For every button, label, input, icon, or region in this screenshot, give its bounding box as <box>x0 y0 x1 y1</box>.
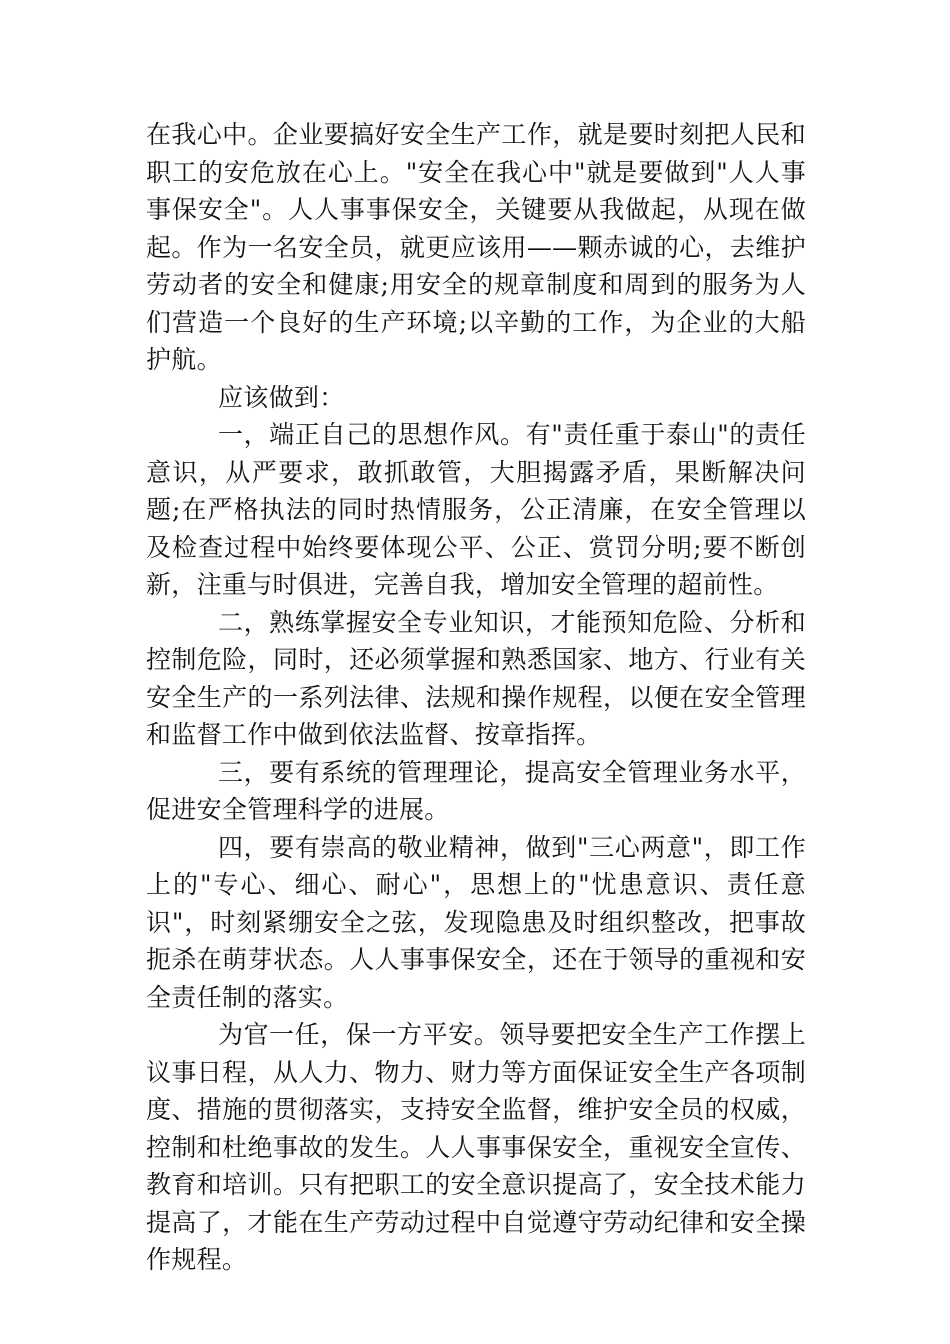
document-body <box>146 116 806 1279</box>
paragraph-6: 四，要有崇高的敬业精神，做到"三心两意"，即工作上的"专心、细心、耐心"，思想上的"忧患意识、责任意识"，时刻紧绷安全之弦，发现隐患及时组织整改，把事故扼杀在萌芽状态。人人事事保安全，还在于领导的重视和安全责任制的落实。 <box>146 832 806 1012</box>
paragraph-5: 三，要有系统的管理理论，提高安全管理业务水平，促进安全管理科学的进展。 <box>146 757 806 824</box>
paragraph-2: 应该做到： <box>218 382 345 412</box>
paragraph-4: 二，熟练掌握安全专业知识，才能预知危险、分析和控制危险，同时，还必须掌握和熟悉国家、地方、行业有关安全生产的一系列法律、法规和操作规程，以便在安全管理和监督工作中做到依法监督、按章指挥。 <box>146 607 806 749</box>
paragraph-3: 一，端正自己的思想作风。有"责任重于泰山"的责任意识，从严要求，敢抓敢管，大胆揭露矛盾，果断解决问题;在严格执法的同时热情服务，公正清廉，在安全管理以及检查过程中始终要体现公平、公正、赏罚分明;要不断创新，注重与时俱进，完善自我，增加安全管理的超前性。 <box>146 420 806 599</box>
paragraph-1: 在我心中。企业要搞好安全生产工作，就是要时刻把人民和职工的安危放在心上。"安全在我心中"就是要做到"人人事事保安全"。人人事事保安全，关键要从我做起，从现在做起。作为一名安全员，就更应该用——颗赤诚的心，去维护劳动者的安全和健康;用安全的规章制度和周到的服务为人们营造一个良好的生产环境;以辛勤的工作，为企业的大船护航。 <box>146 120 806 374</box>
paragraph-7: 为官一任，保一方平安。领导要把安全生产工作摆上议事日程，从人力、物力、财力等方面保证安全生产各项制度、措施的贯彻落实，支持安全监督，维护安全员的权威，控制和杜绝事故的发生。人人事事保安全，重视安全宣传、教育和培训。只有把职工的安全意识提高了，安全技术能力提高了，才能在生产劳动过程中自觉遵守劳动纪律和安全操作规程。 <box>146 1020 806 1274</box>
